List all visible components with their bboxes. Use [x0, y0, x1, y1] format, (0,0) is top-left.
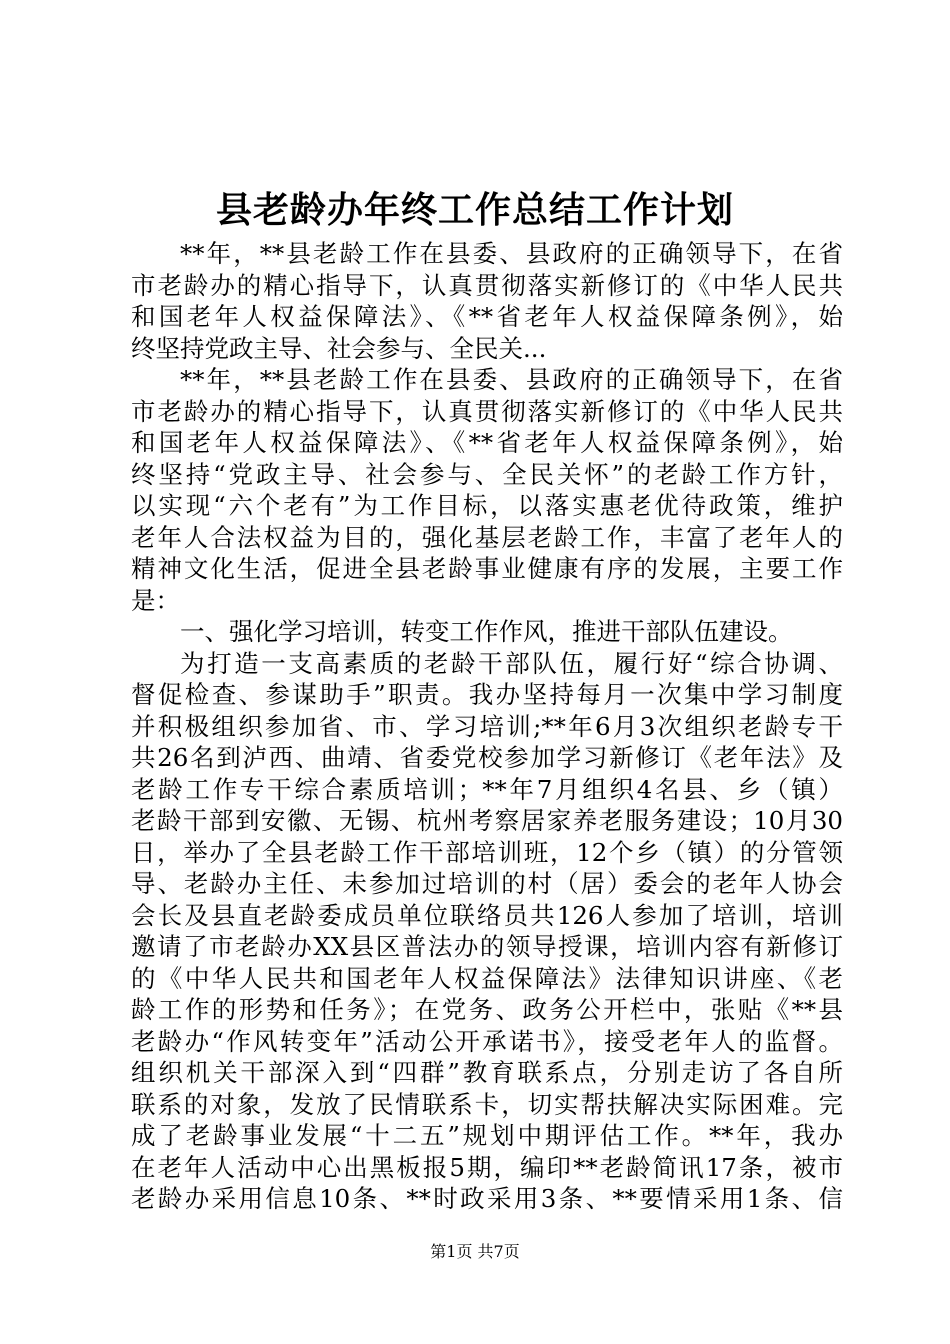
text-line: 并积极组织参加省、市、学习培训;**年6月3次组织老龄专干 [131, 711, 843, 741]
text-line: 会长及县直老龄委成员单位联络员共126人参加了培训，培训 [131, 900, 843, 930]
text-line: 老龄办采用信息10条、**时政采用3条、**要情采用1条、信 [131, 1184, 843, 1213]
text-line: 督促检查、参谋助手”职责。我办坚持每月一次集中学习制度 [131, 680, 843, 709]
text-line: 是： [131, 585, 180, 615]
text-line: 和国老年人权益保障法》、《**省老年人权益保障条例》，始 [131, 428, 843, 457]
text-line: 精神文化生活，促进全县老龄事业健康有序的发展，主要工作 [131, 554, 843, 583]
page-footer: 第1页 共7页 [430, 1242, 520, 1261]
text-line: 在老年人活动中心出黑板报5期，编印**老龄简讯17条，被市 [131, 1152, 843, 1182]
text-line: 以实现“六个老有”为工作目标，以落实惠老优待政策，维护 [131, 491, 843, 520]
text-line: 终坚持党政主导、社会参与、全民关... [131, 333, 547, 363]
text-line: **年，**县老龄工作在县委、县政府的正确领导下，在省 [180, 239, 843, 268]
document-title: 县老龄办年终工作总结工作计划 [215, 189, 734, 231]
text-line: 终坚持“党政主导、社会参与、全民关怀”的老龄工作方针， [131, 459, 843, 489]
text-line: 的《中华人民共和国老年人权益保障法》法律知识讲座、《老 [131, 963, 843, 993]
section-heading: 一、强化学习培训，转变工作作风，推进干部队伍建设。 [180, 617, 793, 646]
text-line: 日，举办了全县老龄工作干部培训班，12个乡（镇）的分管领 [131, 837, 843, 867]
document-body [131, 238, 843, 1215]
text-line: 老龄工作专干综合素质培训；**年7月组织4名县、乡（镇） [131, 774, 843, 804]
text-line: 龄工作的形势和任务》；在党务、政务公开栏中，张贴《**县 [131, 995, 843, 1024]
text-line: 老龄办“作风转变年”活动公开承诺书》，接受老年人的监督。 [131, 1026, 843, 1056]
text-line: 组织机关干部深入到“四群”教育联系点，分别走访了各自所 [131, 1058, 843, 1087]
text-line: 市老龄办的精心指导下，认真贯彻落实新修订的《中华人民共 [131, 396, 843, 426]
text-line: 老龄干部到安徽、无锡、杭州考察居家养老服务建设；10月30 [131, 806, 843, 835]
text-line: 导、老龄办主任、未参加过培训的村（居）委会的老年人协会 [131, 869, 843, 898]
text-line: 邀请了市老龄办XX县区普法办的领导授课，培训内容有新修订 [131, 932, 843, 961]
text-line: 老年人合法权益为目的，强化基层老龄工作，丰富了老年人的 [131, 522, 843, 552]
text-line: 联系的对象，发放了民情联系卡，切实帮扶解决实际困难。完 [131, 1089, 843, 1119]
text-line: 为打造一支高素质的老龄干部队伍，履行好“综合协调、 [180, 648, 843, 678]
text-line: 成了老龄事业发展“十二五”规划中期评估工作。**年，我办 [131, 1121, 843, 1150]
text-line: 共26名到泸西、曲靖、省委党校参加学习新修订《老年法》及 [131, 743, 843, 772]
text-line: **年，**县老龄工作在县委、县政府的正确领导下，在省 [180, 365, 843, 394]
text-line: 和国老年人权益保障法》、《**省老年人权益保障条例》，始 [131, 302, 843, 331]
text-line: 市老龄办的精心指导下，认真贯彻落实新修订的《中华人民共 [131, 270, 843, 300]
